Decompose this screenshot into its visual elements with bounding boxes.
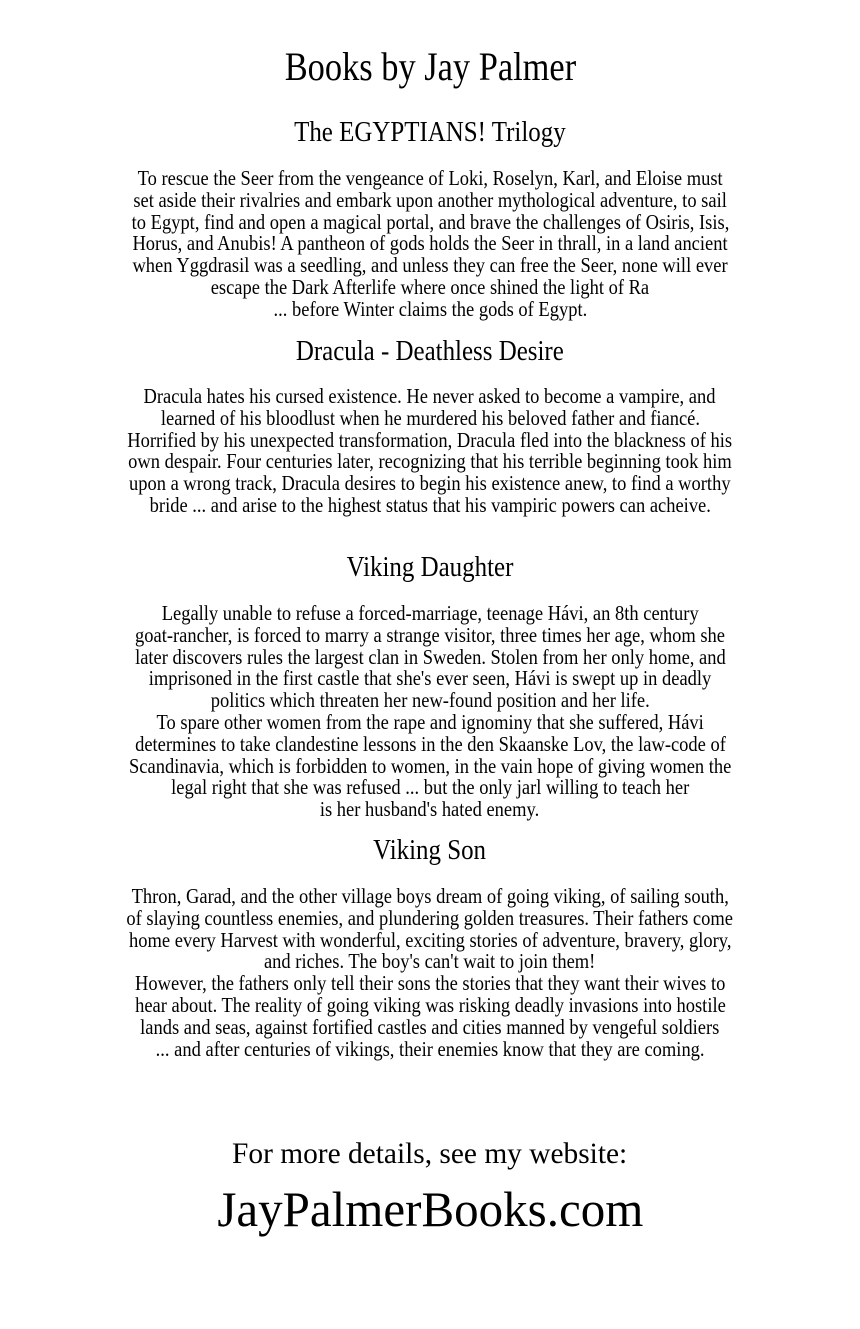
description-line: [0, 992, 860, 1017]
book-title: [0, 334, 860, 368]
website-link[interactable]: [0, 1180, 860, 1238]
description-line: [0, 187, 860, 212]
book-title: [0, 115, 860, 149]
description-line: [0, 690, 860, 712]
page-title: [0, 44, 860, 90]
description-line: [0, 473, 860, 495]
book-title-text: Dracula - Deathless Desire: [296, 335, 564, 367]
description-line-text: politics which threaten her new-found position and her life.: [210, 688, 650, 713]
description-line-text: of slaying countless enemies, and plundering golden treasures. Their fathers come: [126, 905, 734, 930]
description-line-text: determines to take clandestine lessons in the den Skaanske Lov, the law-code of: [134, 731, 726, 756]
description-line-text: later discovers rules the largest clan in Sweden. Stolen from her only home, and: [134, 644, 726, 669]
description-line-text: set aside their rivalries and embark upon another mythological adventure, to sail: [133, 187, 727, 212]
book-title: [0, 833, 860, 867]
description-line-text: ... before Winter claims the gods of Egypt.: [273, 296, 587, 321]
description-line: [0, 603, 860, 625]
description-line: [0, 386, 860, 408]
description-line-text: Scandinavia, which is forbidden to women, in the vain hope of giving women the: [128, 753, 732, 778]
description-line-text: legal right that she was refused ... but the only jarl willing to teach her: [170, 775, 690, 800]
book-section-dracula: [0, 334, 860, 368]
description-line: [0, 905, 860, 930]
description-line-text: However, the fathers only tell their sons the stories that they want their wives to: [134, 971, 726, 996]
description-line: [0, 709, 860, 734]
description-line-text: own despair. Four centuries later, recognizing that his terrible beginning took him: [128, 449, 732, 474]
description-line-text: Legally unable to refuse a forced-marriage, teenage Hávi, an 8th century: [161, 601, 699, 625]
description-line: [0, 405, 860, 430]
description-line-text: and riches. The boy's can't wait to join them!: [264, 949, 596, 974]
footer-lead-label: For more details, see my website:: [232, 1137, 628, 1170]
description-line-text: Dracula hates his cursed existence. He never asked to become a vampire, and: [144, 384, 716, 408]
footer-lead-text: [0, 1136, 860, 1172]
description-line: [0, 296, 860, 321]
description-line-text: learned of his bloodlust when he murdered his beloved father and fiancé.: [160, 405, 700, 430]
description-line: [0, 973, 860, 995]
book-description-viking-daughter: [0, 603, 860, 821]
description-line: [0, 1036, 860, 1061]
description-line: [0, 731, 860, 756]
book-title-text: The EGYPTIANS! Trilogy: [294, 116, 566, 148]
description-line: [0, 209, 860, 234]
description-line-text: Thron, Garad, and the other village boys dream of going viking, of sailing south,: [131, 884, 729, 908]
description-line-text: To rescue the Seer from the vengeance of Loki, Roselyn, Karl, and Eloise must: [137, 166, 723, 190]
description-line-text: Horrified by his unexpected transformation, Dracula fled into the blackness of his: [127, 427, 733, 452]
book-description-viking-son: [0, 886, 860, 1060]
description-line-text: ... and after centuries of vikings, their enemies know that they are coming.: [155, 1036, 705, 1061]
description-line: [0, 753, 860, 778]
page-title-text: Books by Jay Palmer: [284, 44, 576, 89]
description-line: [0, 427, 860, 452]
description-line-text: when Yggdrasil was a seedling, and unless they can free the Seer, none will ever: [132, 253, 728, 278]
description-line: [0, 622, 860, 647]
description-line-text: imprisoned in the first castle that she's ever seen, Hávi is swept up in deadly: [148, 666, 712, 691]
website-link-text[interactable]: JayPalmerBooks.com: [217, 1181, 643, 1237]
description-line-text: hear about. The reality of going viking was risking deadly invasions into hostile: [134, 992, 726, 1017]
description-line-text: To spare other women from the rape and ignominy that she suffered, Hávi: [156, 709, 704, 734]
description-line: [0, 492, 860, 517]
description-line-text: home every Harvest with wonderful, exciting stories of adventure, bravery, glory,: [128, 927, 732, 952]
description-line-text: to Egypt, find and open a magical portal, and brave the challenges of Osiris, Isis,: [131, 209, 729, 234]
description-line-text: Horus, and Anubis! A pantheon of gods holds the Seer in thrall, in a land ancient: [132, 231, 728, 256]
book-title: [0, 550, 860, 584]
description-line-text: is her husband's hated enemy.: [320, 797, 540, 822]
description-line-text: bride ... and arise to the highest status that his vampiric powers can acheive.: [149, 492, 711, 517]
book-title-text: Viking Daughter: [346, 551, 514, 583]
description-line-text: escape the Dark Afterlife where once shined the light of Ra: [210, 274, 650, 299]
description-line: [0, 451, 860, 473]
book-description-egyptians: [0, 168, 860, 321]
description-line: [0, 168, 860, 190]
description-line: [0, 1014, 860, 1039]
book-section-viking-daughter: [0, 550, 860, 584]
book-section-egyptians: [0, 115, 860, 149]
book-description-dracula: [0, 386, 860, 517]
description-line-text: lands and seas, against fortified castles and cities manned by vengeful soldiers: [140, 1014, 720, 1039]
description-line: [0, 233, 860, 255]
description-line: [0, 777, 860, 799]
book-title-text: Viking Son: [373, 834, 487, 866]
description-line: [0, 927, 860, 952]
book-section-viking-son: [0, 833, 860, 867]
description-line: [0, 274, 860, 299]
description-line: [0, 668, 860, 690]
description-line: [0, 644, 860, 669]
description-line: [0, 799, 860, 821]
description-line: [0, 255, 860, 277]
description-line: [0, 886, 860, 908]
description-line-text: goat-rancher, is forced to marry a strange visitor, three times her age, whom she: [135, 622, 725, 647]
description-line: [0, 951, 860, 973]
description-line-text: upon a wrong track, Dracula desires to begin his existence anew, to find a worthy: [129, 471, 731, 496]
